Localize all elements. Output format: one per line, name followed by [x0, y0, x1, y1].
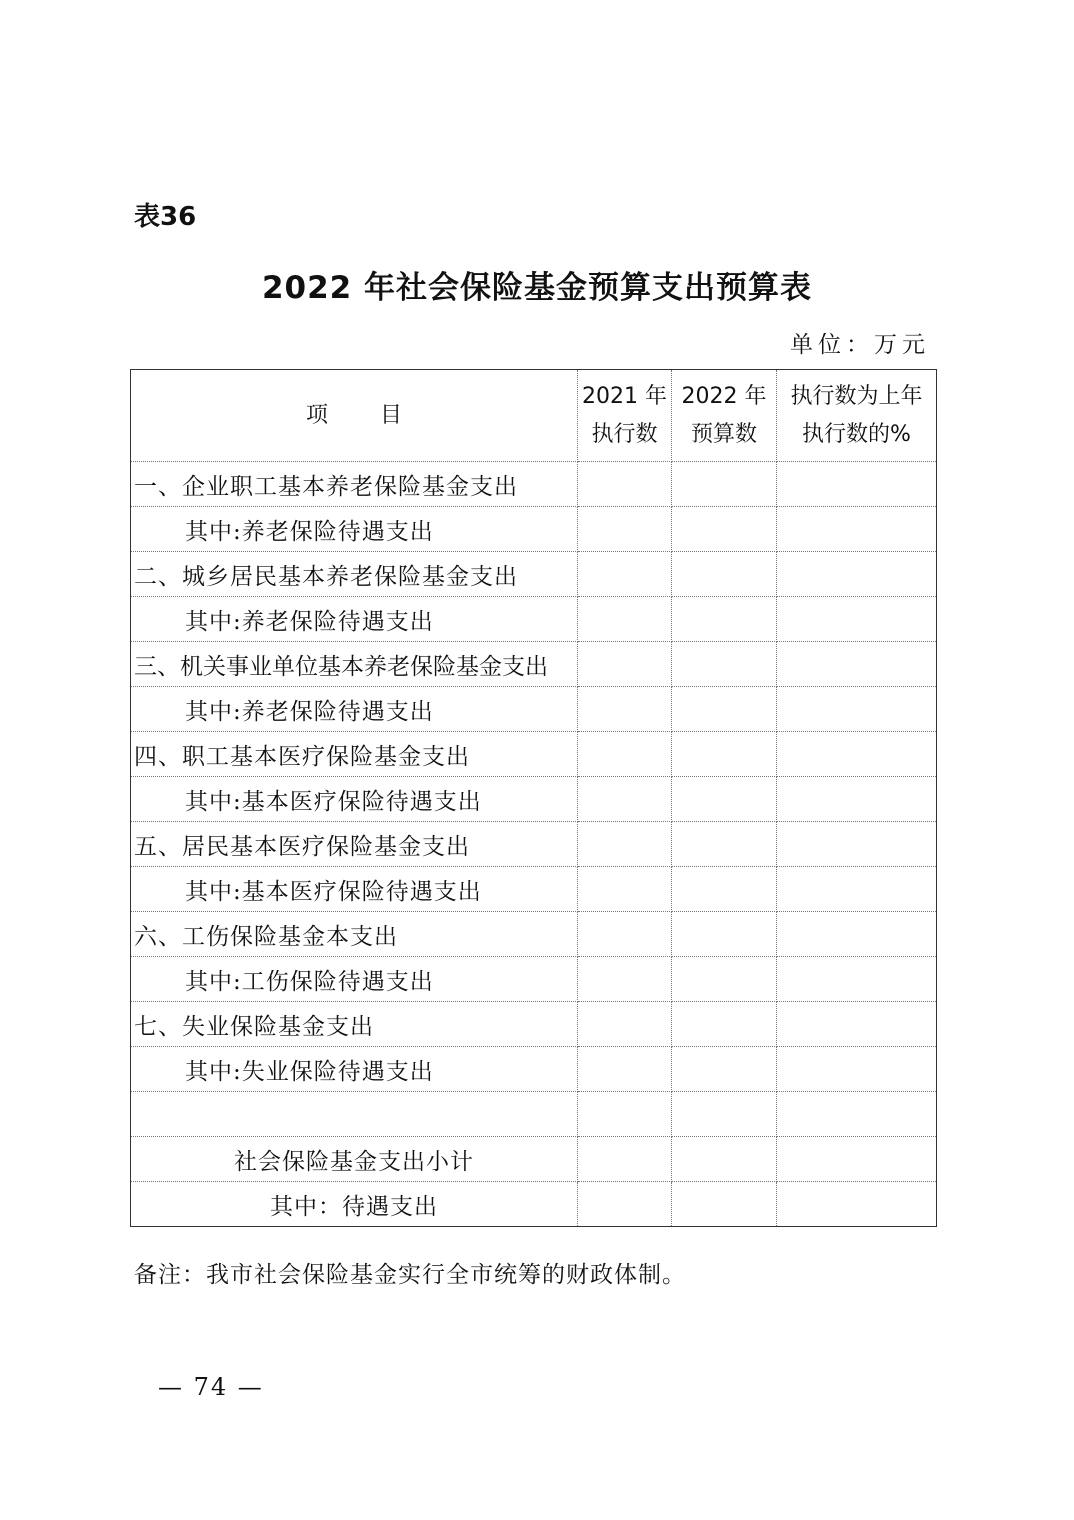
cell-percent: [777, 1137, 937, 1182]
cell-2022: [672, 597, 777, 642]
header-item-part-a: 项: [305, 402, 328, 428]
row-label: 其中:工伤保险待遇支出: [131, 957, 578, 1002]
table-row: [131, 822, 937, 867]
table-row: [131, 1047, 937, 1092]
cell-percent: [777, 867, 937, 912]
row-label: 其中:养老保险待遇支出: [131, 507, 578, 552]
header-2022-budget: [672, 370, 777, 462]
row-label: 六、工伤保险基金本支出: [131, 912, 578, 957]
table-header-row: [131, 370, 937, 462]
cell-percent: [777, 597, 937, 642]
cell-2022: [672, 462, 777, 507]
cell-2021: [578, 1182, 672, 1227]
cell-2022: [672, 687, 777, 732]
row-label: 其中:基本医疗保险待遇支出: [131, 777, 578, 822]
table-row: [131, 687, 937, 732]
cell-2022: [672, 552, 777, 597]
table-row: [131, 777, 937, 822]
cell-2022: [672, 1092, 777, 1137]
page-number: — 74 —: [158, 1373, 264, 1401]
row-label: 三、机关事业单位基本养老保险基金支出: [131, 642, 578, 687]
cell-percent: [777, 1182, 937, 1227]
header-2022-line2: 预算数: [690, 421, 757, 447]
row-label: 其中:养老保险待遇支出: [131, 687, 578, 732]
header-item-part-b: 目: [380, 402, 403, 428]
header-2022-line1: 2022 年: [681, 383, 767, 409]
cell-2022: [672, 1002, 777, 1047]
table-row: [131, 957, 937, 1002]
cell-percent: [777, 687, 937, 732]
cell-2021: [578, 1002, 672, 1047]
table-row-subtotal-benefits: [131, 1182, 937, 1227]
cell-percent: [777, 462, 937, 507]
table-row: [131, 732, 937, 777]
cell-2022: [672, 507, 777, 552]
row-label: 其中:养老保险待遇支出: [131, 597, 578, 642]
header-2021-actual: [578, 370, 672, 462]
row-label: 其中:基本医疗保险待遇支出: [131, 867, 578, 912]
row-label: 二、城乡居民基本养老保险基金支出: [131, 552, 578, 597]
cell-2022: [672, 1137, 777, 1182]
row-label: 一、企业职工基本养老保险基金支出: [131, 462, 578, 507]
cell-2021: [578, 957, 672, 1002]
header-2021-line1: 2021 年: [582, 383, 667, 409]
cell-2021: [578, 1047, 672, 1092]
row-label: 七、失业保险基金支出: [131, 1002, 578, 1047]
cell-2022: [672, 642, 777, 687]
row-label: 其中：待遇支出: [131, 1182, 578, 1227]
cell-percent: [777, 777, 937, 822]
cell-percent: [777, 642, 937, 687]
cell-2021: [578, 912, 672, 957]
cell-2021: [578, 462, 672, 507]
cell-percent: [777, 912, 937, 957]
header-item: [131, 370, 578, 462]
cell-2022: [672, 912, 777, 957]
row-label: 社会保险基金支出小计: [131, 1137, 578, 1182]
cell-2021: [578, 552, 672, 597]
cell-percent: [777, 822, 937, 867]
row-label: 五、居民基本医疗保险基金支出: [131, 822, 578, 867]
cell-percent: [777, 732, 937, 777]
row-label: [131, 1092, 578, 1137]
cell-2021: [578, 822, 672, 867]
table-row: [131, 867, 937, 912]
table-row: [131, 462, 937, 507]
budget-table: [130, 369, 937, 1227]
cell-2021: [578, 687, 672, 732]
cell-percent: [777, 1047, 937, 1092]
cell-2022: [672, 732, 777, 777]
header-percent: [777, 370, 937, 462]
cell-percent: [777, 957, 937, 1002]
table-row: [131, 597, 937, 642]
cell-2022: [672, 867, 777, 912]
header-2021-line2: 执行数: [591, 421, 658, 447]
cell-2021: [578, 507, 672, 552]
table-row: [131, 642, 937, 687]
row-label: 其中:失业保险待遇支出: [131, 1047, 578, 1092]
cell-percent: [777, 507, 937, 552]
cell-2021: [578, 642, 672, 687]
cell-2021: [578, 597, 672, 642]
cell-percent: [777, 552, 937, 597]
table-row: [131, 507, 937, 552]
table-row-empty: [131, 1092, 937, 1137]
header-percent-line2: 执行数的%: [802, 421, 911, 447]
cell-2021: [578, 777, 672, 822]
cell-2022: [672, 1182, 777, 1227]
row-label: 四、职工基本医疗保险基金支出: [131, 732, 578, 777]
footnote: 备注：我市社会保险基金实行全市统筹的财政体制。: [134, 1262, 686, 1288]
header-percent-line1: 执行数为上年: [790, 383, 923, 409]
cell-2022: [672, 957, 777, 1002]
cell-2022: [672, 777, 777, 822]
table-row: [131, 1002, 937, 1047]
cell-2021: [578, 1137, 672, 1182]
page-title: 2022 年社会保险基金预算支出预算表: [261, 270, 813, 306]
table-row: [131, 552, 937, 597]
cell-percent: [777, 1092, 937, 1137]
table-row: [131, 912, 937, 957]
cell-percent: [777, 1002, 937, 1047]
unit-label: 单位：万元: [790, 332, 930, 358]
cell-2022: [672, 822, 777, 867]
cell-2021: [578, 732, 672, 777]
cell-2022: [672, 1047, 777, 1092]
table-row-subtotal: [131, 1137, 937, 1182]
cell-2021: [578, 867, 672, 912]
cell-2021: [578, 1092, 672, 1137]
table-number-label: 表36: [134, 202, 197, 232]
